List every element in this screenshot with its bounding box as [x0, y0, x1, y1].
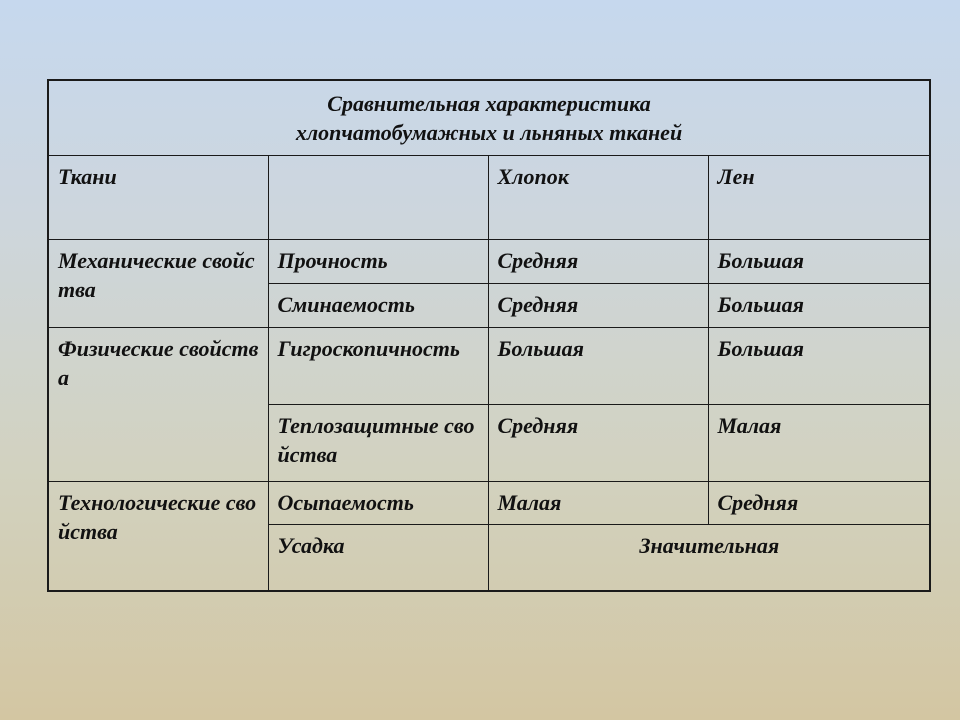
property-cell: Прочность: [268, 240, 488, 284]
property-cell: Гигроскопичность: [268, 328, 488, 405]
linen-value-cell: Большая: [708, 328, 930, 405]
property-cell: Сминаемость: [268, 284, 488, 328]
group-label-mechanical: Механические свойства: [48, 240, 268, 328]
header-cell-linen: Лен: [708, 156, 930, 240]
header-cell-fabrics: Ткани: [48, 156, 268, 240]
linen-value-cell: Средняя: [708, 482, 930, 525]
table-title-line-2: хлопчатобумажных и льняных тканей: [295, 120, 683, 145]
cotton-value-cell: Средняя: [488, 240, 708, 284]
linen-value-cell: Большая: [708, 240, 930, 284]
table-row: [48, 482, 930, 525]
header-cell-cotton: Хлопок: [488, 156, 708, 240]
table-title: [48, 80, 930, 156]
linen-value-cell: Малая: [708, 405, 930, 482]
header-cell-property: [268, 156, 488, 240]
property-cell: Осыпаемость: [268, 482, 488, 525]
cotton-value-cell: Средняя: [488, 284, 708, 328]
title-row: [48, 80, 930, 156]
property-cell: Усадка: [268, 525, 488, 591]
header-row: [48, 156, 930, 240]
table-row: [48, 240, 930, 284]
merged-value-cell: Значительная: [488, 525, 930, 591]
table-title-line-1: Сравнительная характеристика: [327, 91, 651, 116]
group-label-technological: Технологические свойства: [48, 482, 268, 591]
cotton-value-cell: Большая: [488, 328, 708, 405]
comparison-table: [47, 79, 931, 592]
table-row: [48, 328, 930, 405]
cotton-value-cell: Средняя: [488, 405, 708, 482]
linen-value-cell: Большая: [708, 284, 930, 328]
group-label-physical: Физические свойства: [48, 328, 268, 482]
cotton-value-cell: Малая: [488, 482, 708, 525]
property-cell: Теплозащитные свойства: [268, 405, 488, 482]
comparison-table-container: [47, 79, 929, 592]
